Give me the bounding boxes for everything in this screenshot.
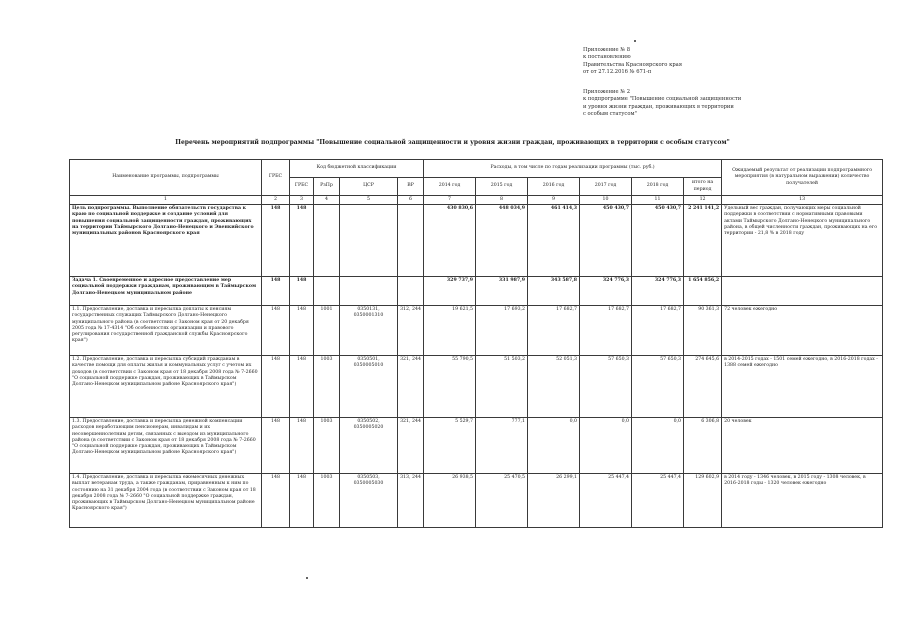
- row-name: 1.4. Предоставление, доставка и пересылка ежемесячных денежных выплат ветеранам труда, а также гражданам, приравненным к ним по состоянию на 31 декабря 2004 года (в соответствии с Законом края от 18 декабря 2008 года № 7-2660 "О социальной поддержке граждан, проживающих в Таймырском Долгано-Ненецком муниципальном районе Красноярского края"): [70, 474, 262, 528]
- row-name: 1.1. Предоставление, доставка и пересылка доплаты к пенсиям государственных служащих Таймырского Долгано-Ненецкого муниципального района (в соответствии с Законом края от 20 декабря 2005 года № 17-4314 "Об особенностях организации и правового регулирования государственной гражданской службы Красноярского края"): [70, 306, 262, 356]
- row-2016: 343 587,8: [528, 277, 580, 306]
- row-vr: [398, 205, 424, 277]
- row-2017: 324 776,3: [580, 277, 632, 306]
- row-sub-grbs: 148: [290, 474, 314, 528]
- row-2015: 25 470,5: [476, 474, 528, 528]
- header-2015: 2015 год: [476, 178, 528, 196]
- row-2014: 430 830,6: [424, 205, 476, 277]
- row-2014: 5 529,7: [424, 418, 476, 474]
- header-expenses: Расходы, в том числе по годам реализации программы (тыс. руб.): [424, 160, 722, 178]
- col-number: 5: [340, 196, 398, 205]
- header-2014: 2014 год: [424, 178, 476, 196]
- header-name: Наименование программы, подпрограммы: [70, 160, 262, 196]
- row-2014: 26 938,5: [424, 474, 476, 528]
- row-name: Задача 1. Своевременное и адресное предоставление мер социальной поддержки гражданам, проживающим в Таймырском Долгано-Ненецком муниципальном районе: [70, 277, 262, 306]
- row-csr: 0350131, 0350001310: [340, 306, 398, 356]
- row-2016: 461 414,3: [528, 205, 580, 277]
- row-name: 1.2. Предоставление, доставка и пересылка субсидий гражданам в качестве помощи для оплаты жилья и коммунальных услуг с учетом их доходов (в соответствии с Законом края от 18 декабря 2008 года № 7-2660 "О социальной поддержке граждан, проживающих в Таймырском Долгано-Ненецком муниципальном районе Красноярского края"): [70, 356, 262, 418]
- row-result: 72 человек ежегодно: [722, 306, 883, 356]
- row-total: 1 654 856,2: [684, 277, 722, 306]
- row-2014: 55 790,5: [424, 356, 476, 418]
- row-sub-grbs: 148: [290, 205, 314, 277]
- col-number: 8: [476, 196, 528, 205]
- row-grbs: 148: [262, 205, 290, 277]
- col-number: 10: [580, 196, 632, 205]
- row-grbs: 148: [262, 277, 290, 306]
- table-row-task: [70, 277, 883, 306]
- header-bk-code: Код бюджетной классификации: [290, 160, 424, 178]
- row-rzpr: 1003: [314, 356, 340, 418]
- row-2014: 19 621,5: [424, 306, 476, 356]
- row-2016: 0,0: [528, 418, 580, 474]
- row-csr: 0350501, 0350005010: [340, 356, 398, 418]
- header-grbs: ГРБС: [262, 160, 290, 196]
- appendix-line: Приложение № 8: [583, 47, 631, 53]
- row-2018: 0,0: [632, 418, 684, 474]
- header-2017: 2017 год: [580, 178, 632, 196]
- col-number: 13: [722, 196, 883, 205]
- row-2014: 329 737,9: [424, 277, 476, 306]
- row-vr: 321, 244: [398, 356, 424, 418]
- row-2018: 324 776,3: [632, 277, 684, 306]
- header-sub-grbs: ГРБС: [290, 178, 314, 196]
- row-rzpr: [314, 205, 340, 277]
- row-csr: 0350503, 0350005030: [340, 474, 398, 528]
- col-number: 1: [70, 196, 262, 205]
- row-2017: 450 430,7: [580, 205, 632, 277]
- row-grbs: 148: [262, 474, 290, 528]
- appendix-line: Правительства Красноярского края: [583, 61, 683, 68]
- col-number: 12: [684, 196, 722, 205]
- appendix-line: к подпрограмме "Повышение социальной защищенности: [583, 96, 742, 103]
- row-2018: 57 650,3: [632, 356, 684, 418]
- appendix-line: и уровня жизни граждан, проживающих в территории: [583, 103, 734, 110]
- col-number: 6: [398, 196, 424, 205]
- row-rzpr: [314, 277, 340, 306]
- table-row: [70, 356, 883, 418]
- col-number: 3: [290, 196, 314, 205]
- header-rzpr: РзПр: [314, 178, 340, 196]
- row-sub-grbs: 148: [290, 356, 314, 418]
- col-number: 4: [314, 196, 340, 205]
- row-vr: [398, 277, 424, 306]
- row-result: Удельный вес граждан, получающих меры социальной поддержки в соответствии с нормативными правовыми актами Таймырского Долгано-Ненецкого муниципального района, в общей численности граждан, проживающих на его территории - 21,8 % в 2018 году: [722, 205, 883, 277]
- appendix-8-block: [583, 47, 682, 77]
- col-number: 2: [262, 196, 290, 205]
- header-csr: ЦСР: [340, 178, 398, 196]
- row-vr: 313, 244: [398, 474, 424, 528]
- row-result: [722, 277, 883, 306]
- appendix-2-block: [583, 89, 741, 119]
- row-2017: 57 650,3: [580, 356, 632, 418]
- row-rzpr: 1003: [314, 474, 340, 528]
- row-2017: 17 682,7: [580, 306, 632, 356]
- header-result: Ожидаемый результат от реализации подпрограммного мероприятия (в натуральном выражении) количество получателей: [722, 160, 883, 196]
- row-result: в 2014 году - 1346 человек, в 2015 году - 1308 человек, в 2016-2018 годы - 1320 человек ежегодно: [722, 474, 883, 528]
- row-2018: 25 447,4: [632, 474, 684, 528]
- row-2015: 17 693,2: [476, 306, 528, 356]
- row-vr: 312, 244: [398, 306, 424, 356]
- row-total: 6 306,8: [684, 418, 722, 474]
- row-sub-grbs: 148: [290, 306, 314, 356]
- table-row: [70, 474, 883, 528]
- row-result: в 2014-2015 годах - 1501 семей ежегодно, в 2016-2018 годах - 1388 семей ежегодно: [722, 356, 883, 418]
- row-csr: [340, 277, 398, 306]
- row-grbs: 148: [262, 418, 290, 474]
- col-number: 11: [632, 196, 684, 205]
- table-row-goal: [70, 205, 883, 277]
- measures-table: [69, 159, 883, 528]
- row-total: 129 602,9: [684, 474, 722, 528]
- col-number: 9: [528, 196, 580, 205]
- row-csr: [340, 205, 398, 277]
- row-sub-grbs: 148: [290, 418, 314, 474]
- row-name: Цель подпрограммы. Выполнение обязательств государства к краю по социальной поддержке и создание условий для повышения социальной защищенности граждан, проживающих на территории Таймырского Долгано-Ненецкого и Эвенкийского муниципальных районов Красноярского края: [70, 205, 262, 277]
- appendix-line: к постановлению: [583, 54, 631, 61]
- header-2016: 2016 год: [528, 178, 580, 196]
- header-2018: 2018 год: [632, 178, 684, 196]
- row-grbs: 148: [262, 306, 290, 356]
- row-total: 274 645,6: [684, 356, 722, 418]
- appendix-line: Приложение № 2: [583, 89, 631, 95]
- row-csr: 0350502, 0350005020: [340, 418, 398, 474]
- row-2015: 448 034,9: [476, 205, 528, 277]
- row-2017: 25 447,4: [580, 474, 632, 528]
- row-2017: 0,0: [580, 418, 632, 474]
- header-vr: ВР: [398, 178, 424, 196]
- col-number: 7: [424, 196, 476, 205]
- row-2016: 52 051,3: [528, 356, 580, 418]
- row-rzpr: 1003: [314, 418, 340, 474]
- scan-speck: [306, 577, 308, 579]
- table-row: [70, 418, 883, 474]
- row-2016: 17 682,7: [528, 306, 580, 356]
- document-title: Перечень мероприятий подпрограммы "Повышение социальной защищенности и уровня жизни граждан, проживающих в территории с особым статусом": [175, 139, 730, 146]
- header-total: итого на период: [684, 178, 722, 196]
- row-name: 1.3. Предоставление, доставка и пересылка денежной компенсации расходов неработающим пенсионерам, инвалидам и их несовершеннолетним детям, связанных с выездом из муниципального района (в соответствии с Законом края от 18 декабря 2008 года № 7-2660 "О социальной поддержке граждан, проживающих в Таймырском Долгано-Ненецком муниципальном районе Красноярского края"): [70, 418, 262, 474]
- appendix-line: с особым статусом": [583, 111, 637, 118]
- scan-speck: [634, 40, 636, 42]
- row-grbs: 148: [262, 356, 290, 418]
- row-2015: 331 987,9: [476, 277, 528, 306]
- row-total: 2 241 141,2: [684, 205, 722, 277]
- row-2018: 17 682,7: [632, 306, 684, 356]
- row-result: 20 человек: [722, 418, 883, 474]
- row-2015: 777,1: [476, 418, 528, 474]
- row-2015: 51 503,2: [476, 356, 528, 418]
- row-sub-grbs: 148: [290, 277, 314, 306]
- row-total: 90 361,3: [684, 306, 722, 356]
- row-vr: 321, 244: [398, 418, 424, 474]
- table-row: [70, 306, 883, 356]
- row-2018: 450 430,7: [632, 205, 684, 277]
- appendix-line: от от 27.12.2016 № 671-п: [583, 69, 652, 76]
- row-rzpr: 1001: [314, 306, 340, 356]
- row-2016: 26 299,1: [528, 474, 580, 528]
